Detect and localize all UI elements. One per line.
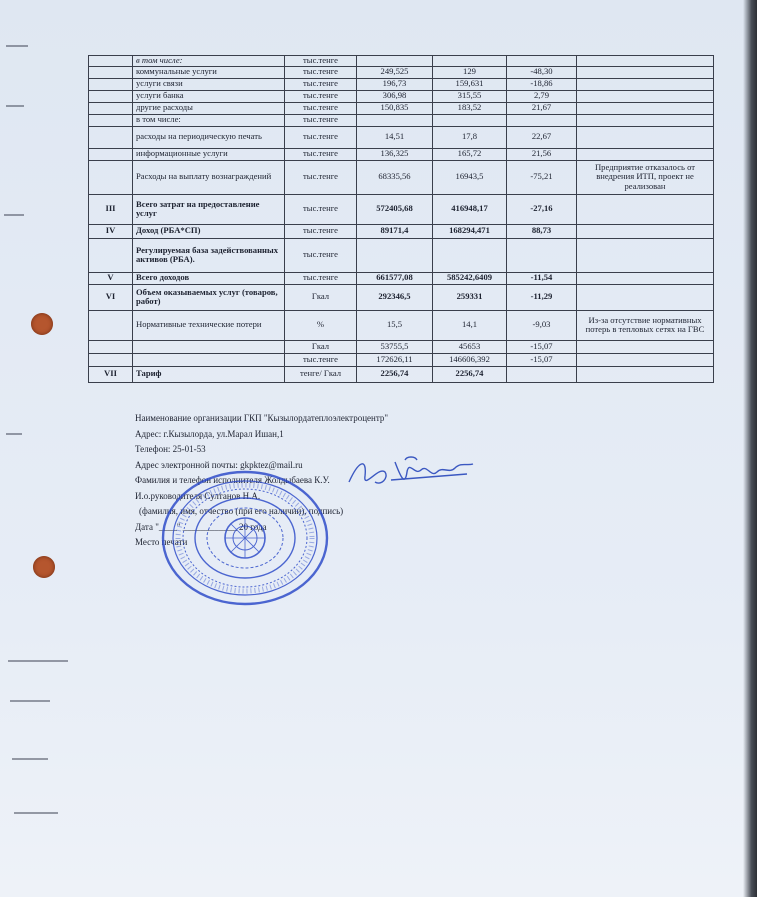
cell-unit: тыс.тенге xyxy=(285,160,357,194)
cell-v3 xyxy=(507,238,577,272)
cell-v1: 196,73 xyxy=(357,78,433,90)
cell-note xyxy=(577,78,714,90)
cell-num xyxy=(89,340,133,353)
date-line: Дата "____" ____________ 20 года xyxy=(135,521,267,532)
cell-v3: -11,54 xyxy=(507,272,577,284)
table-row xyxy=(89,114,714,126)
cell-num xyxy=(89,238,133,272)
cell-name: расходы на периодическую печать xyxy=(133,126,285,148)
table-row xyxy=(89,366,714,382)
scan-mark xyxy=(6,45,28,47)
cell-note xyxy=(577,353,714,366)
cell-note: Из-за отсутствие нормативных потерь в тепловых сетях на ГВС xyxy=(577,310,714,340)
cell-name: Нормативные технические потери xyxy=(133,310,285,340)
cell-num xyxy=(89,126,133,148)
cell-note xyxy=(577,66,714,78)
table-row xyxy=(89,102,714,114)
cell-v3: -48,30 xyxy=(507,66,577,78)
scan-mark xyxy=(8,660,68,662)
head-caption: (фамилия, имя, отчество (при его наличии), подпись) xyxy=(139,506,344,516)
table-row xyxy=(89,224,714,238)
email-line: Адрес электронной почты: gkpktez@mail.ru xyxy=(135,459,303,470)
cell-name: в том числе: xyxy=(133,56,285,67)
cell-note xyxy=(577,366,714,382)
cell-v2: 17,8 xyxy=(433,126,507,148)
cell-v2: 16943,5 xyxy=(433,160,507,194)
scan-mark xyxy=(12,758,48,760)
cell-v3 xyxy=(507,366,577,382)
table-row xyxy=(89,310,714,340)
cell-unit: тыс.тенге xyxy=(285,272,357,284)
cell-v3: 22,67 xyxy=(507,126,577,148)
scan-mark xyxy=(6,433,22,435)
cell-v2: 416948,17 xyxy=(433,194,507,224)
phone-line: Телефон: 25-01-53 xyxy=(135,444,206,454)
cell-num: III xyxy=(89,194,133,224)
cell-v3: 21,56 xyxy=(507,148,577,160)
cell-note xyxy=(577,238,714,272)
cell-v1 xyxy=(357,56,433,67)
scan-mark xyxy=(10,700,50,702)
cell-num xyxy=(89,310,133,340)
cell-unit: тыс.тенге xyxy=(285,102,357,114)
cell-v3: -15,07 xyxy=(507,353,577,366)
cell-note xyxy=(577,194,714,224)
cell-v1: 136,325 xyxy=(357,148,433,160)
table-row xyxy=(89,66,714,78)
cell-unit: Гкал xyxy=(285,340,357,353)
cell-unit: тыс.тенге xyxy=(285,78,357,90)
cell-name: Тариф xyxy=(133,366,285,382)
table-row xyxy=(89,272,714,284)
cell-v2: 146606,392 xyxy=(433,353,507,366)
cell-v1: 306,98 xyxy=(357,90,433,102)
table-row xyxy=(89,284,714,310)
cell-v3: -15,07 xyxy=(507,340,577,353)
table-row xyxy=(89,148,714,160)
table-row xyxy=(89,194,714,224)
cell-v1 xyxy=(357,238,433,272)
cell-note xyxy=(577,224,714,238)
cell-v1: 53755,5 xyxy=(357,340,433,353)
cell-v3: -75,21 xyxy=(507,160,577,194)
cell-num xyxy=(89,148,133,160)
punch-hole-bottom xyxy=(33,556,55,578)
cell-v3 xyxy=(507,56,577,67)
cell-name: в том числе: xyxy=(133,114,285,126)
cell-unit: тыс.тенге xyxy=(285,114,357,126)
cell-v2 xyxy=(433,238,507,272)
cell-name: услуги банка xyxy=(133,90,285,102)
cell-v1 xyxy=(357,114,433,126)
organization-name: Наименование организации ГКП "Кызылордатеплоэлектроцентр" xyxy=(135,413,389,423)
cell-v3: -18,86 xyxy=(507,78,577,90)
scanner-edge-shadow xyxy=(743,0,757,897)
cell-v1: 89171,4 xyxy=(357,224,433,238)
table-row xyxy=(89,90,714,102)
cell-unit: тыс.тенге xyxy=(285,224,357,238)
cell-v3: -9,03 xyxy=(507,310,577,340)
cell-v2: 14,1 xyxy=(433,310,507,340)
punch-hole-top xyxy=(31,313,53,335)
cell-v3: -11,29 xyxy=(507,284,577,310)
cell-name xyxy=(133,340,285,353)
cell-note xyxy=(577,102,714,114)
cell-name: коммунальные услуги xyxy=(133,66,285,78)
cell-unit: тыс.тенге xyxy=(285,353,357,366)
cell-unit: тенге/ Гкал xyxy=(285,366,357,382)
cell-v2: 259331 xyxy=(433,284,507,310)
cell-v1: 15,5 xyxy=(357,310,433,340)
cell-name: услуги связи xyxy=(133,78,285,90)
table-row xyxy=(89,126,714,148)
cell-name: информационные услуги xyxy=(133,148,285,160)
cell-note xyxy=(577,56,714,67)
cell-v1: 2256,74 xyxy=(357,366,433,382)
cell-num xyxy=(89,353,133,366)
cell-v2: 168294,471 xyxy=(433,224,507,238)
cell-unit: Гкал xyxy=(285,284,357,310)
table-row xyxy=(89,78,714,90)
cell-v2: 159,631 xyxy=(433,78,507,90)
cell-note xyxy=(577,340,714,353)
cell-unit: тыс.тенге xyxy=(285,238,357,272)
table-row xyxy=(89,56,714,67)
tariff-table xyxy=(88,55,714,383)
table-row xyxy=(89,340,714,353)
cell-note xyxy=(577,114,714,126)
cell-note xyxy=(577,272,714,284)
cell-note: Предприятие отказалось от внедрения ИТП, проект не реализован xyxy=(577,160,714,194)
official-seal xyxy=(160,468,330,608)
cell-note xyxy=(577,126,714,148)
cell-v1: 249,525 xyxy=(357,66,433,78)
cell-v1: 150,835 xyxy=(357,102,433,114)
cell-unit: % xyxy=(285,310,357,340)
cell-num xyxy=(89,160,133,194)
head-line: И.о.руководителя Султанов Н.А. xyxy=(135,490,261,501)
cell-v2: 183,52 xyxy=(433,102,507,114)
cell-unit: тыс.тенге xyxy=(285,148,357,160)
stamp-place-label: Место печати xyxy=(135,537,188,547)
cell-name: Всего затрат на предоставление услуг xyxy=(133,194,285,224)
cell-unit: тыс.тенге xyxy=(285,194,357,224)
cell-num: IV xyxy=(89,224,133,238)
table-row xyxy=(89,238,714,272)
cell-unit: тыс.тенге xyxy=(285,66,357,78)
cell-v2: 2256,74 xyxy=(433,366,507,382)
cell-note xyxy=(577,90,714,102)
cell-v1: 292346,5 xyxy=(357,284,433,310)
cell-v1: 14,51 xyxy=(357,126,433,148)
executor-line: Фамилия и телефон исполнителя Жолдыбаева К.У. xyxy=(135,475,330,485)
cell-note xyxy=(577,284,714,310)
address-line: Адрес: г.Кызылорда, ул.Марал Ишан,1 xyxy=(135,428,284,439)
cell-v3: 21,67 xyxy=(507,102,577,114)
table-row xyxy=(89,160,714,194)
scan-mark xyxy=(4,214,24,216)
cell-v2: 129 xyxy=(433,66,507,78)
cell-name: другие расходы xyxy=(133,102,285,114)
tariff-table-body xyxy=(89,56,714,383)
cell-v2 xyxy=(433,114,507,126)
cell-note xyxy=(577,148,714,160)
signature xyxy=(345,452,480,497)
cell-v1: 661577,08 xyxy=(357,272,433,284)
table-row xyxy=(89,353,714,366)
cell-num xyxy=(89,102,133,114)
cell-name: Регулируемая база задействованных активов (РБА). xyxy=(133,238,285,272)
cell-v1: 68335,56 xyxy=(357,160,433,194)
cell-v2: 45653 xyxy=(433,340,507,353)
cell-num xyxy=(89,78,133,90)
cell-v2 xyxy=(433,56,507,67)
cell-v2: 585242,6409 xyxy=(433,272,507,284)
cell-v3: -27,16 xyxy=(507,194,577,224)
cell-num: VII xyxy=(89,366,133,382)
cell-v2: 165,72 xyxy=(433,148,507,160)
cell-v2: 315,55 xyxy=(433,90,507,102)
cell-name: Всего доходов xyxy=(133,272,285,284)
cell-v3 xyxy=(507,114,577,126)
cell-unit: тыс.тенге xyxy=(285,56,357,67)
cell-name: Расходы на выплату вознаграждений xyxy=(133,160,285,194)
cell-v3: 2,79 xyxy=(507,90,577,102)
cell-num xyxy=(89,66,133,78)
cell-v1: 172626,11 xyxy=(357,353,433,366)
cell-num xyxy=(89,56,133,67)
cell-num: V xyxy=(89,272,133,284)
cell-name: Доход (РБА*СП) xyxy=(133,224,285,238)
cell-name: Объем оказываемых услуг (товаров, работ) xyxy=(133,284,285,310)
cell-unit: тыс.тенге xyxy=(285,90,357,102)
cell-v3: 88,73 xyxy=(507,224,577,238)
cell-num: VI xyxy=(89,284,133,310)
cell-v1: 572405,68 xyxy=(357,194,433,224)
cell-num xyxy=(89,90,133,102)
cell-num xyxy=(89,114,133,126)
scan-mark xyxy=(14,812,58,814)
cell-name xyxy=(133,353,285,366)
scan-mark xyxy=(6,105,24,107)
cell-unit: тыс.тенге xyxy=(285,126,357,148)
